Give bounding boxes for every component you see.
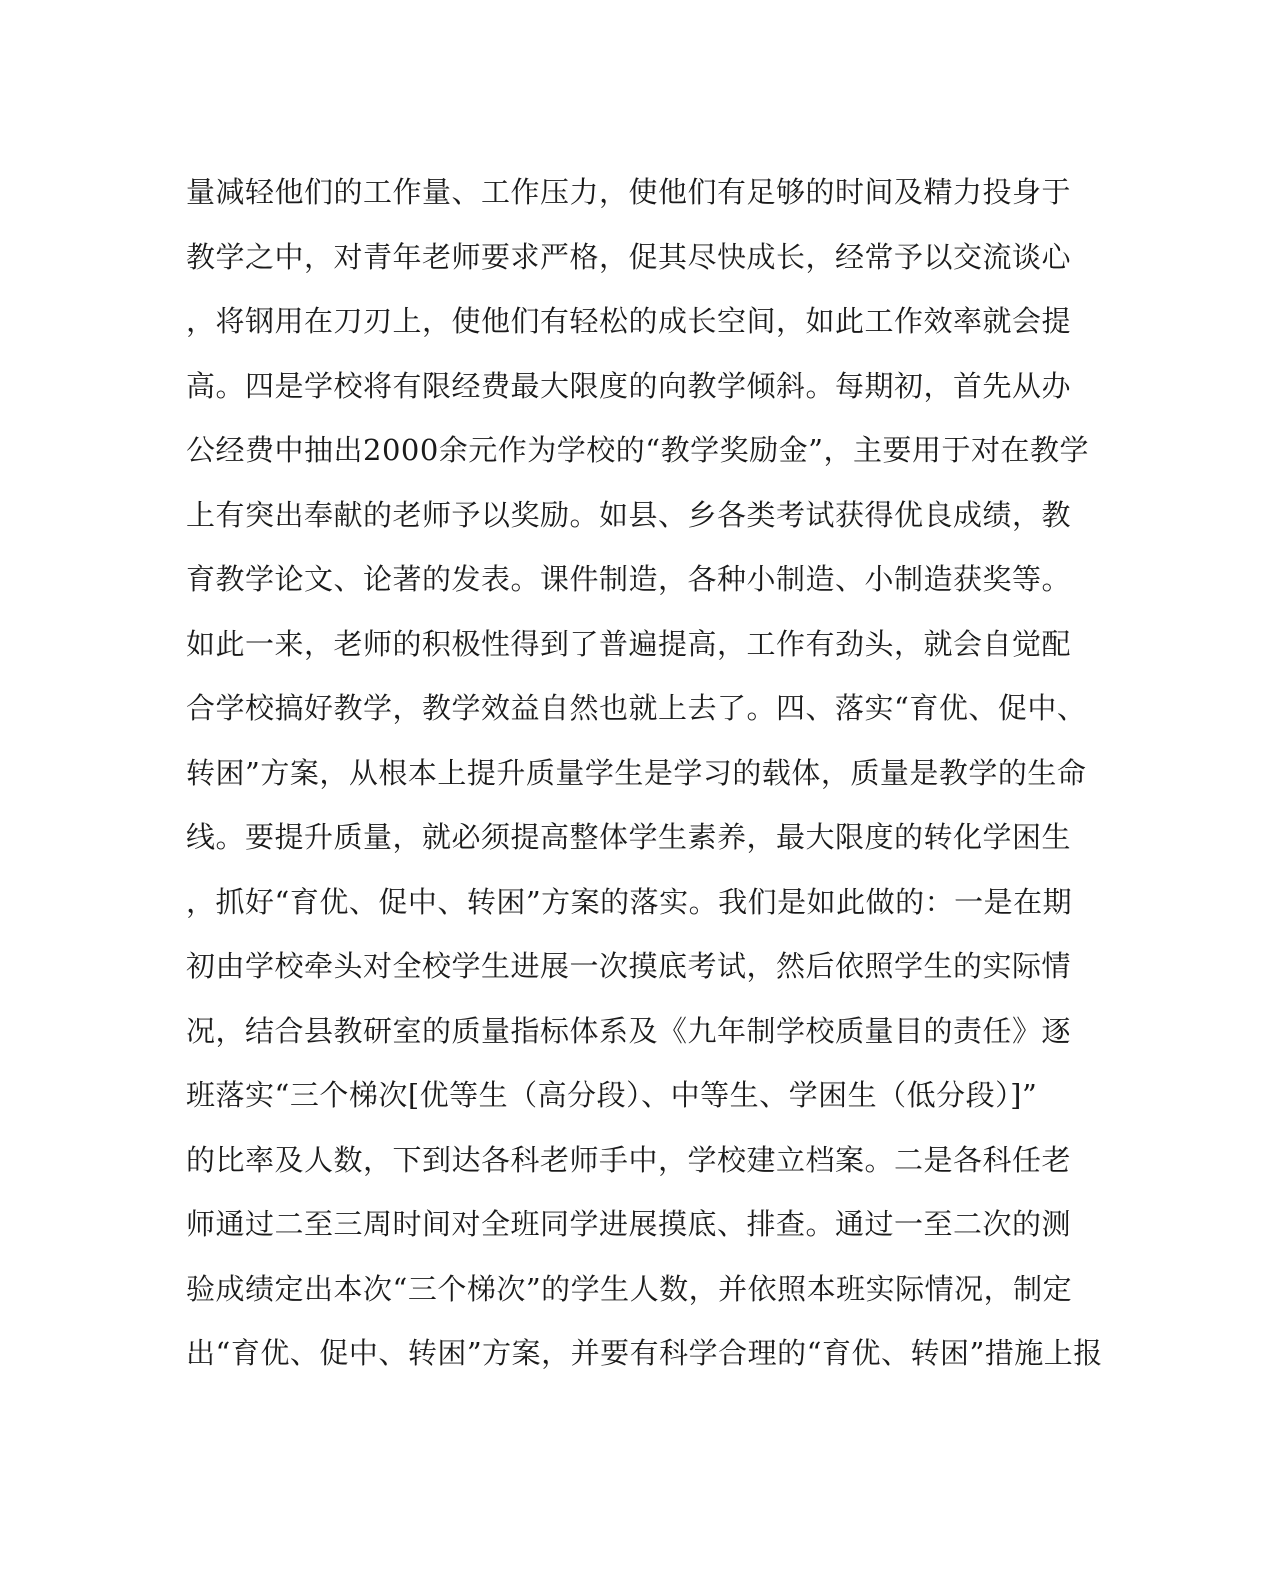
text-line: ，抓好“育优、促中、转困”方案的落实。我们是如此做的：一是在期 [186, 884, 1073, 919]
text-line: 师通过二至三周时间对全班同学进展摸底、排查。通过一至二次的测 [186, 1207, 1072, 1241]
text-line: 育教学论文、论著的发表。课件制造，各种小制造、小制造获奖等。 [186, 562, 1072, 596]
text-line: 班落实“三个梯次[优等生（高分段）、中等生、学困生（低分段）]” [186, 1078, 1038, 1112]
text-line: 高。四是学校将有限经费最大限度的向教学倾斜。每期初，首先从办 [186, 368, 1072, 403]
body-text [186, 160, 1103, 1386]
text-line: 如此一来，老师的积极性得到了普遍提高，工作有劲头，就会自觉配 [186, 626, 1072, 661]
text-line: 教学之中，对青年老师要求严格，促其尽快成长，经常予以交流谈心 [186, 239, 1072, 274]
text-line: 量减轻他们的工作量、工作压力，使他们有足够的时间及精力投身于 [186, 175, 1072, 209]
text-line: 上有突出奉献的老师予以奖励。如县、乡各类考试获得优良成绩，教 [186, 497, 1072, 532]
text-line: 初由学校牵头对全校学生进展一次摸底考试，然后依照学生的实际情 [186, 949, 1072, 983]
text-line: 验成绩定出本次“三个梯次”的学生人数，并依照本班实际情况，制定 [186, 1271, 1073, 1306]
text-line: 线。要提升质量，就必须提高整体学生素养，最大限度的转化学困生 [186, 820, 1072, 854]
text-line: 出“育优、促中、转困”方案，并要有科学合理的“育优、转困”措施上报 [186, 1336, 1103, 1370]
text-line: ，将钢用在刀刃上，使他们有轻松的成长空间，如此工作效率就会提 [186, 304, 1072, 338]
text-line: 况，结合县教研室的质量指标体系及《九年制学校质量目的责任》逐 [186, 1013, 1072, 1048]
text-line: 公经费中抽出2000余元作为学校的“教学奖励金”，主要用于对在教学 [186, 433, 1089, 467]
text-line: 的比率及人数，下到达各科老师手中，学校建立档案。二是各科任老 [186, 1142, 1072, 1177]
text-line: 合学校搞好教学，教学效益自然也就上去了。四、落实“育优、促中、 [186, 691, 1087, 725]
text-line: 转困”方案，从根本上提升质量学生是学习的载体，质量是教学的生命 [186, 755, 1087, 790]
